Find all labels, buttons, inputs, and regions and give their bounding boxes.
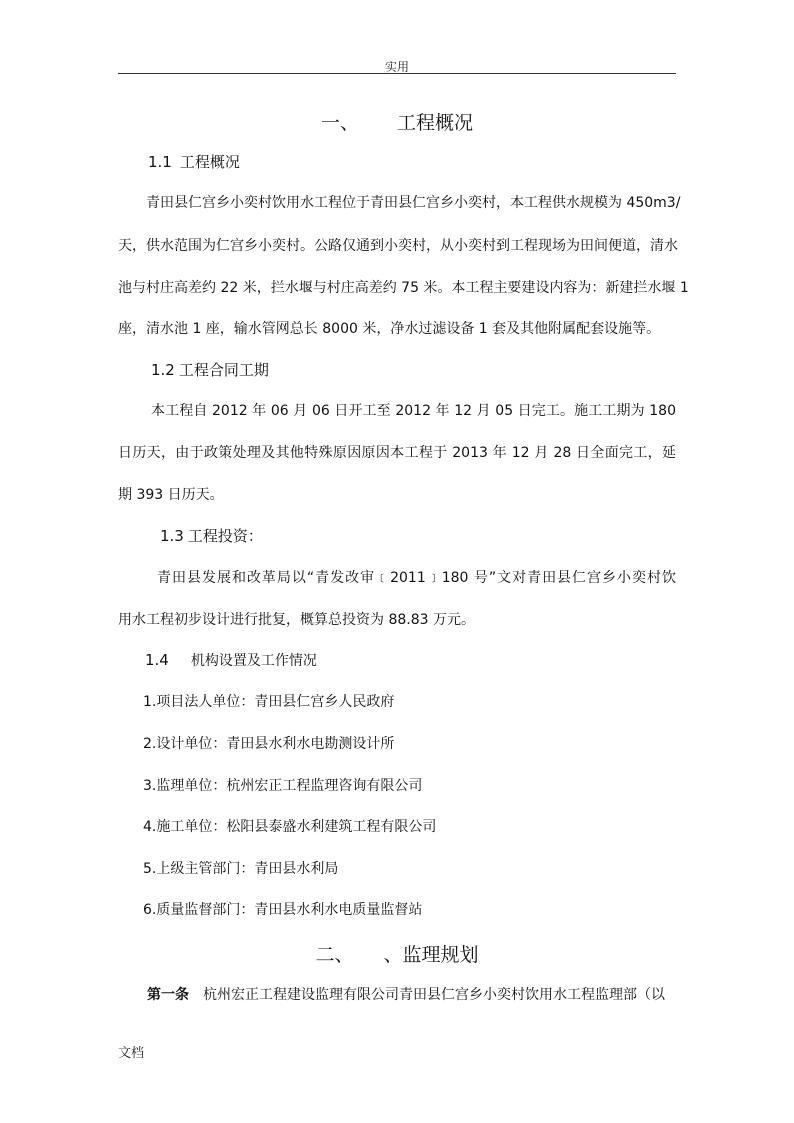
paragraph-line: 日历天，由于政策处理及其他特殊原因原因本工程于 2013 年 12 月 28 日全面完工，延 (118, 445, 676, 461)
section-title: 工程概况 (397, 112, 474, 134)
section-heading-2 (0, 940, 794, 967)
page-header: 实用 (384, 60, 409, 74)
org-item: 4.施工单位：松阳县泰盛水利建筑工程有限公司 (143, 819, 437, 835)
article-line (147, 984, 665, 1004)
subsection-title: 机构设置及工作情况 (190, 653, 317, 669)
subsection-number: 1.4 (145, 651, 169, 669)
org-item: 5.上级主管部门：青田县水利局 (143, 861, 339, 877)
page-footer: 文档 (118, 1046, 145, 1061)
org-item: 6.质量监督部门：青田县水利水电质量监督站 (143, 902, 423, 918)
paragraph-line: 期 393 日历天。 (118, 487, 224, 503)
org-item: 1.项目法人单位：青田县仁宫乡人民政府 (143, 694, 395, 710)
paragraph-line: 池与村庄高差约 22 米，拦水堰与村庄高差约 75 米。本工程主要建设内容为：新建拦水堰 1 (118, 280, 689, 296)
org-item: 3.监理单位：杭州宏正工程监理咨询有限公司 (143, 778, 423, 794)
subsection-heading-1-1 (148, 151, 240, 172)
subsection-title: 工程合同工期 (178, 361, 269, 379)
paragraph-line: 青田县发展和改革局以“青发改审﹝2011﹞180 号”文对青田县仁宫乡小奕村饮 (157, 570, 676, 586)
article-text: 杭州宏正工程建设监理有限公司青田县仁宫乡小奕村饮用水工程监理部（以 (203, 987, 665, 1003)
subsection-heading-1-2 (151, 359, 269, 380)
subsection-heading-1-3 (160, 525, 263, 546)
section-number: 一、 (320, 112, 359, 134)
article-label: 第一条 (147, 987, 189, 1003)
paragraph-line: 本工程自 2012 年 06 月 06 日开工至 2012 年 12 月 05 日完工。施工工期为 180 (151, 403, 676, 419)
subsection-number: 1.3 (160, 527, 184, 545)
paragraph-line: 天，供水范围为仁宫乡小奕村。公路仅通到小奕村，从小奕村到工程现场为田间便道，清水 (118, 238, 678, 254)
paragraph-line: 座，清水池 1 座，输水管网总长 8000 米，净水过滤设备 1 套及其他附属配套设施等。 (118, 321, 661, 337)
subsection-number: 1.2 (151, 361, 175, 379)
header-rule (118, 73, 676, 74)
paragraph-line: 用水工程初步设计进行批复，概算总投资为 88.83 万元。 (118, 612, 475, 628)
section-title: 、监理规划 (383, 944, 479, 966)
paragraph-line: 青田县仁宫乡小奕村饮用水工程位于青田县仁宫乡小奕村，本工程供水规模为 450m3/ (146, 195, 681, 211)
subsection-title: 工程概况 (179, 153, 240, 171)
subsection-number: 1.1 (148, 153, 172, 171)
section-number: 二、 (315, 944, 354, 966)
org-item: 2.设计单位：青田县水利水电勘测设计所 (143, 736, 395, 752)
section-heading-1 (0, 108, 794, 135)
subsection-title: 工程投资： (187, 527, 263, 545)
subsection-heading-1-4 (145, 650, 317, 670)
